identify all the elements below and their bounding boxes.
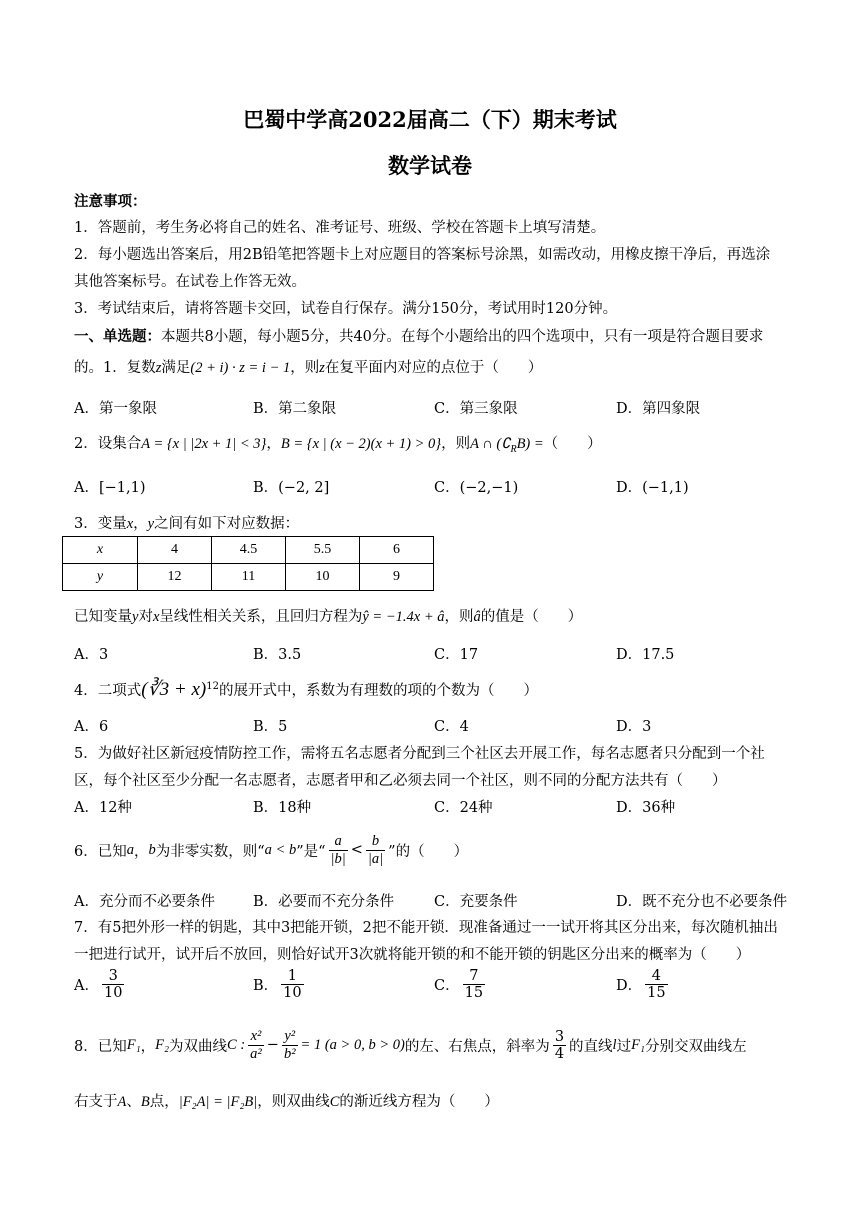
q1-option-b: B．第二象限	[253, 401, 337, 417]
q3-comma: ，	[133, 516, 148, 532]
table-cell: 10	[286, 564, 360, 591]
question-6	[74, 826, 468, 874]
q5-option-a: A．12种	[74, 800, 132, 816]
q8-text-b: 为双曲线	[169, 1038, 228, 1055]
q8-pt-a: A	[117, 1094, 127, 1110]
q4-expr: (∛3 + x)	[141, 679, 207, 700]
q3-stem-var-y: y	[132, 609, 139, 625]
q1-var-z: z	[155, 360, 162, 376]
q6-lt: <	[350, 842, 363, 858]
q8-slope-num: 3	[554, 1028, 565, 1045]
q7-option-d-den: 15	[647, 985, 666, 1001]
q3-stem-e: 的值是（ ）	[480, 609, 583, 625]
q4-option-b: B．5	[253, 719, 288, 735]
q4-text: 4．二项式	[74, 683, 142, 699]
question-5-line1: 5．为做好社区新冠疫情防控工作，需将五名志愿者分配到三个社区去开展工作，每名志愿者只分配到一个社	[74, 746, 765, 762]
q8-x-num: x²	[250, 1027, 262, 1044]
q7-option-d-label: D．	[616, 978, 643, 994]
q1-text-d: 在复平面内对应的点位于（ ）	[324, 360, 543, 376]
q8-f1b: F₁	[631, 1036, 645, 1053]
q3-stem-a: 已知变量	[74, 609, 132, 625]
q8-f2: F₂	[155, 1036, 170, 1053]
q8-line2-a: 右支于	[74, 1094, 118, 1110]
question-1	[74, 356, 542, 377]
q2-option-d: D．(−1,1)	[616, 480, 689, 496]
q1-option-a: A．第一象限	[74, 401, 157, 417]
q3-option-c: C．17	[434, 647, 479, 663]
q3-data-table	[62, 536, 434, 591]
q3-stem-var-x: x	[152, 609, 160, 625]
q5-option-d: D．36种	[616, 800, 676, 816]
q7-option-a-num: 3	[108, 968, 118, 984]
q8-pt-b: B	[140, 1094, 150, 1110]
question-3	[74, 512, 299, 533]
section-intro	[74, 325, 763, 346]
q6-var-a: a	[126, 841, 134, 858]
q8-line-l: l	[612, 1036, 617, 1053]
q7-option-d	[616, 968, 671, 1001]
q8-text: 8．已知	[74, 1038, 127, 1055]
q2-option-c: C．(−2,−1)	[434, 480, 519, 496]
q2-expr-sub: R	[510, 443, 517, 455]
table-cell: 6	[360, 537, 434, 564]
table-cell: 9	[360, 564, 434, 591]
q7-option-a-fraction	[102, 968, 124, 1001]
q2-text-c: （ ）	[543, 436, 602, 452]
table-row-x	[63, 537, 434, 564]
q8-y-num: y²	[284, 1027, 296, 1044]
q4-option-d: D．3	[616, 719, 652, 735]
q7-option-c-fraction	[463, 968, 485, 1001]
q1-text-b: 满足	[161, 360, 191, 376]
q3-stem-c: 呈线性相关关系，且回归方程为	[159, 609, 363, 625]
q6-frac2-num: b	[371, 832, 380, 849]
note-item-2-cont: 其他答案标号。在试卷上作答无效。	[74, 274, 306, 290]
note-item-1: 1．答题前，考生务必将自己的姓名、准考证号、班级、学校在答题卡上填写清楚。	[74, 220, 606, 236]
exam-title: 巴蜀中学高2022届高二（下）期末考试	[243, 107, 617, 132]
q8-sep: 、	[126, 1094, 141, 1110]
q2-sep: ，	[266, 436, 281, 452]
q6-frac1-den: |b|	[330, 850, 346, 867]
table-cell: 4	[138, 537, 212, 564]
q8-line2-b: 点，	[149, 1094, 179, 1110]
q8-text-d: 的直线	[569, 1038, 613, 1055]
q6-frac2-den: |a|	[367, 850, 384, 867]
q8-line2-c: ，则双曲线	[257, 1094, 330, 1110]
q3-stem-d: ，则	[444, 609, 474, 625]
q7-option-b-num: 1	[287, 968, 297, 984]
q7-option-a-label: A．	[74, 978, 99, 994]
q7-option-d-num: 4	[651, 968, 661, 984]
table-cell: 11	[212, 564, 286, 591]
q6-frac-2	[366, 833, 385, 868]
question-4	[74, 678, 538, 701]
q6-option-a: A．充分而不必要条件	[74, 894, 215, 910]
q1-text-c: ，则	[290, 360, 320, 376]
q6-text-c: ”是“	[296, 843, 326, 860]
q2-set-a: A = {x | |2x + 1| < 3}	[141, 436, 267, 452]
q8-frac-y	[282, 1028, 298, 1063]
q6-comma: ，	[133, 843, 149, 860]
q1-text: 1．复数	[103, 360, 156, 376]
q6-frac1-num: a	[334, 832, 342, 849]
question-8-line1	[74, 1022, 746, 1068]
q3-stem	[74, 605, 582, 626]
question-2	[74, 432, 602, 455]
question-8-line2	[74, 1090, 499, 1111]
q7-option-a	[74, 968, 127, 1001]
note-item-3: 3．考试结束后，请将答题卡交回，试卷自行保存。满分150分，考试用时120分钟。	[74, 301, 618, 317]
q6-text-d: ”的（ ）	[388, 843, 469, 860]
q6-option-c: C．充要条件	[434, 894, 518, 910]
q6-var-b: b	[148, 841, 156, 858]
q1-option-d: D．第四象限	[616, 401, 701, 417]
section-heading: 一、单选题：	[74, 328, 161, 345]
q3-var-y: y	[147, 516, 155, 532]
q7-option-b	[253, 968, 307, 1001]
q7-option-c	[434, 968, 488, 1001]
q1-formula: (2 + i) · z = i − 1	[190, 360, 291, 376]
q8-line2-d: 的渐近线方程为（ ）	[339, 1094, 499, 1110]
question-5-line2: 区，每个社区至少分配一名志愿者，志愿者甲和乙必须去同一个社区，则不同的分配方法共有（ ）	[74, 773, 727, 789]
q7-option-c-num: 7	[469, 968, 479, 984]
notes-heading: 注意事项：	[74, 193, 147, 210]
q8-text-c: 的左、右焦点，斜率为	[404, 1038, 550, 1055]
q7-option-b-fraction	[281, 968, 303, 1001]
q8-y-den: b²	[283, 1045, 296, 1062]
q8-text-f: 分别交双曲线左	[644, 1038, 747, 1055]
q8-f1: F₁	[126, 1036, 141, 1053]
q5-option-b: B．18种	[253, 800, 312, 816]
q6-text: 6．已知	[74, 843, 127, 860]
question-7-line2: 一把进行试开，试开后不放回，则恰好试开3次就将能开锁的和不能开锁的钥匙区分出来的概率为（ ）	[74, 947, 751, 963]
q1-option-c: C．第三象限	[434, 401, 518, 417]
q4-text-b: 的展开式中，系数为有理数的项的个数为（ ）	[218, 683, 538, 699]
q2-option-b: B．(−2, 2]	[253, 480, 330, 496]
table-header-y: y	[63, 564, 138, 591]
q8-cond: |F₂A| = |F₂B|	[178, 1094, 258, 1110]
q8-curve-c: C	[329, 1094, 340, 1110]
q1-var-z-2: z	[319, 360, 325, 376]
exam-subtitle: 数学试卷	[388, 153, 472, 178]
q2-text: 2．设集合	[74, 436, 142, 452]
section-intro-line2: 的。	[74, 360, 103, 376]
q7-option-c-den: 15	[464, 985, 484, 1001]
q2-option-a: A．[−1,1)	[74, 480, 146, 496]
q2-expr-end: B) =	[516, 436, 544, 452]
q8-slope-frac	[553, 1029, 566, 1062]
q3-stem-b: 对	[138, 609, 153, 625]
q3-text: 3．变量	[74, 516, 127, 532]
q4-option-c: C．4	[434, 719, 469, 735]
q8-minus: −	[266, 1037, 279, 1053]
q3-equation: ŷ = −1.4x + â	[362, 609, 445, 625]
q6-option-d: D．既不充分也不必要条件	[616, 894, 788, 910]
table-cell: 5.5	[286, 537, 360, 564]
q2-text-b: ，则	[441, 436, 471, 452]
note-item-2: 2．每小题选出答案后，用2B铅笔把答题卡上对应题目的答案标号涂黑，如需改动，用橡皮擦干净后，再选涂	[74, 247, 771, 263]
q6-frac-1	[329, 833, 348, 868]
q4-option-a: A．6	[74, 719, 109, 735]
q3-option-a: A．3	[74, 647, 109, 663]
table-row-y	[63, 564, 434, 591]
q3-a-hat: â	[473, 609, 481, 625]
q8-curve: C :	[227, 1036, 246, 1053]
q6-text-b: 为非零实数，则“	[155, 843, 265, 860]
q7-option-b-den: 10	[283, 985, 302, 1001]
q7-option-b-label: B．	[253, 978, 279, 994]
q6-cond1: a < b	[264, 841, 297, 858]
q8-slope-den: 4	[554, 1045, 565, 1062]
q8-comma: ，	[140, 1038, 156, 1055]
table-cell: 4.5	[212, 537, 286, 564]
q7-option-c-label: C．	[434, 978, 460, 994]
question-7-line1: 7．有5把外形一样的钥匙，其中3把能开锁，2把不能开锁．现准备通过一一试开将其区分出来，每次随机抽出	[74, 920, 778, 936]
q2-expr: A ∩ (∁	[470, 436, 511, 452]
q6-option-b: B．必要而不充分条件	[253, 894, 395, 910]
q7-option-d-fraction	[645, 968, 667, 1001]
q7-option-a-den: 10	[103, 985, 123, 1001]
q3-option-b: B．3.5	[253, 647, 302, 663]
q3-option-d: D．17.5	[616, 647, 675, 663]
q4-exponent: 12	[206, 681, 219, 693]
section-intro-line1: 本题共8小题，每小题5分，共40分。在每个小题给出的四个选项中，只有一项是符合题目要求	[161, 329, 764, 345]
q8-x-den: a²	[250, 1045, 262, 1062]
table-cell: 12	[138, 564, 212, 591]
q3-text-b: 之间有如下对应数据：	[154, 516, 300, 532]
q8-text-e: 过	[616, 1038, 632, 1055]
q5-option-c: C．24种	[434, 800, 493, 816]
table-header-x: x	[63, 537, 138, 564]
q8-eq-rest: = 1 (a > 0, b > 0)	[300, 1036, 405, 1053]
q2-set-b: B = {x | (x − 2)(x + 1) > 0}	[280, 436, 442, 452]
q8-frac-x	[248, 1028, 264, 1063]
q3-var-x: x	[126, 516, 134, 532]
